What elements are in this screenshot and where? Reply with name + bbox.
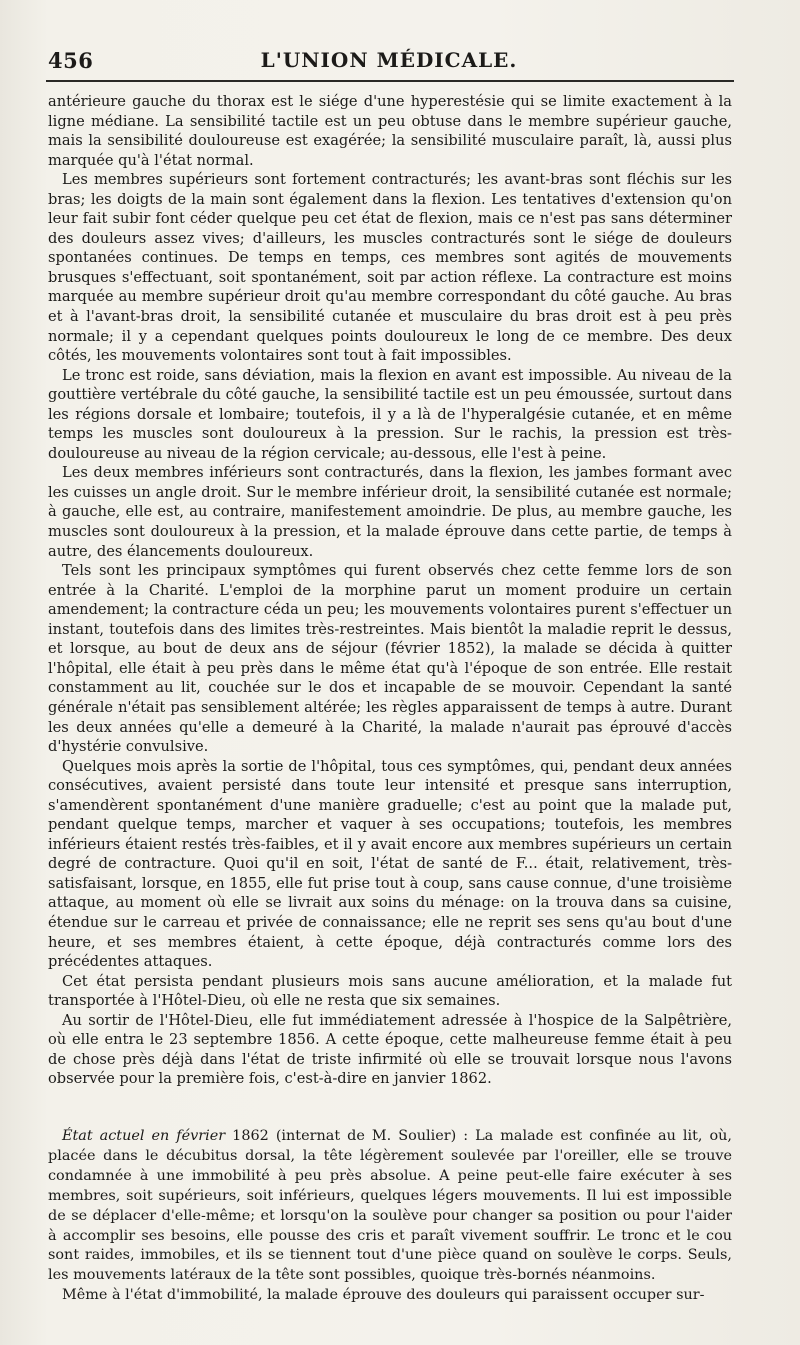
paragraph-sortie-hopital: Quelques mois après la sortie de l'hôpital, tous ces symptômes, qui, pendant deux années consécutives, avaient persisté dans toute leur intensité et presque sans interruption, s'amendèrent spontanément d'une manière graduelle; c'est au point que la malade put, pendant quelque temps, marcher et vaquer à ses occupations; toutefois, les membres inférieurs étaient restés très-faibles, et il y avait encore aux membres supérieurs un certain degré de contracture. Quoi qu'il en soit, l'état de santé de F... était, relativement, très-satisfaisant, lorsque, en 1855, elle fut prise tout à coup, sans cause connue, d'une troisième attaque, au moment où elle se livrait aux soins du ménage: on la trouva dans sa cuisine, étendue sur le carreau et privée de connaissance; elle ne reprit ses sens qu'au bout d'une heure, et ses membres étaient, à cette époque, déjà contracturés comme lors des précédentes attaques.: [48, 757, 732, 971]
running-title: L'UNION MÉDICALE.: [260, 48, 518, 72]
paragraph-salpetriere: Au sortir de l'Hôtel-Dieu, elle fut immédiatement adressée à l'hospice de la Salpêtrière, où elle entra le 23 septembre 1856. A cette époque, cette malheureuse femme était à peu de chose près déjà dans l'état de triste infirmité où elle se trouvait lorsque nous l'avons observée pour la première fois, c'est-à-dire en janvier 1862.: [48, 1011, 732, 1088]
paragraph-continued: antérieure gauche du thorax est le siége d'une hyperestésie qui se limite exactement à la ligne médiane. La sensibilité tactile est un peu obtuse dans le membre supérieur gauche, mais la sensibilité douloureuse est exagérée; la sensibilité musculaire paraît, là, aussi plus marquée qu'à l'état normal.: [48, 93, 732, 169]
main-text: [48, 92, 732, 1089]
paragraph-membres-inferieurs: Les deux membres inférieurs sont contracturés, dans la flexion, les jambes formant avec les cuisses un angle droit. Sur le membre inférieur droit, la sensibilité cutanée est normale; à gauche, elle est, au contraire, manifestement amoindrie. De plus, au membre gauche, les muscles sont douloureux à la pression, et la malade éprouve dans cette partie, de temps à autre, des élancements douloureux.: [48, 464, 732, 560]
etat-actuel-section: [48, 1127, 732, 1306]
paragraph-tronc: Le tronc est roide, sans déviation, mais la flexion en avant est impossible. Au niveau de la gouttière vertébrale du côté gauche, la sensibilité tactile est un peu émoussée, surtout dans les régions dorsale et lombaire; toutefois, il y a là de l'hyperalgésie cutanée, et en même temps les muscles sont douloureux à la pression. Sur le rachis, la pression est très-douloureuse au niveau de la région cervicale; au-dessous, elle l'est à peine.: [48, 366, 732, 462]
page-number: 456: [48, 48, 94, 73]
etat-actuel-heading: État actuel en février: [62, 1128, 226, 1144]
paragraph-membres-superieurs: Les membres supérieurs sont fortement contracturés; les avant-bras sont fléchis sur les bras; les doigts de la main sont également dans la flexion. Les tentatives d'extension qu'on leur fait subir font céder quelque peu cet état de flexion, mais ce n'est pas sans déterminer des douleurs assez vives; d'ailleurs, les muscles contracturés sont le siége de douleurs spontanées continues. De temps en temps, ces membres sont agités de mouvements brusques s'effectuant, soit spontanément, soit par action réflexe. La contracture est moins marquée au membre supérieur droit qu'au membre correspondant du côté gauche. Au bras et à l'avant-bras droit, la sensibilité cutanée et musculaire du bras droit est à peu près normale; il y a cependant quelques points douloureux le long de ce membre. Des deux côtés, les mouvements volontaires sont tout à fait impossibles.: [48, 171, 732, 365]
header-rule: [46, 80, 734, 82]
paragraph-symptomes-charite: Tels sont les principaux symptômes qui furent observés chez cette femme lors de son entrée à la Charité. L'emploi de la morphine parut un moment produire un certain amendement; la contracture céda un peu; les mouvements volontaires purent s'effectuer un instant, toutefois dans des limites très-restreintes. Mais bientôt la maladie reprit le dessus, et lorsque, au bout de deux ans de séjour (février 1852), la malade se décida à quitter l'hôpital, elle était à peu près dans le même état qu'à l'époque de son entrée. Elle restait constamment au lit, couchée sur le dos et incapable de se mouvoir. Cependant la santé générale n'était pas sensiblement altérée; les règles apparaissent de temps à autre. Durant les deux années qu'elle a demeuré à la Charité, la malade n'aurait pas éprouvé d'accès d'hystérie convulsive.: [48, 562, 732, 756]
page-header: [48, 42, 730, 76]
etat-actuel-text: 1862 (internat de M. Soulier) : La malade est confinée au lit, où, placée dans le décubitus dorsal, la tête légèrement soulevée par l'oreiller, elle se trouve condamnée à une immobilité à peu près absolue. A peine peut-elle faire exécuter à ses membres, soit supérieurs, soit inférieurs, quelques légers mouvements. Il lui est impossible de se déplacer d'elle-même; et lorsqu'on la soulève pour changer sa position ou pour l'aider à accomplir ses besoins, elle pousse des cris et paraît vivement souffrir. Le tronc et le cou sont raides, immobiles, et ils se tiennent tout d'une pièce quand on soulève le corps. Seuls, les mouvements latéraux de la tête sont possibles, quoique très-bornés néanmoins.: [48, 1128, 732, 1284]
paragraph-etat-actuel: [48, 1127, 732, 1286]
paragraph-immobilite: Même à l'état d'immobilité, la malade éprouve des douleurs qui paraissent occuper sur-: [62, 1287, 705, 1304]
paragraph-hotel-dieu: Cet état persista pendant plusieurs mois sans aucune amélioration, et la malade fut transportée à l'Hôtel-Dieu, où elle ne resta que six semaines.: [48, 972, 732, 1010]
